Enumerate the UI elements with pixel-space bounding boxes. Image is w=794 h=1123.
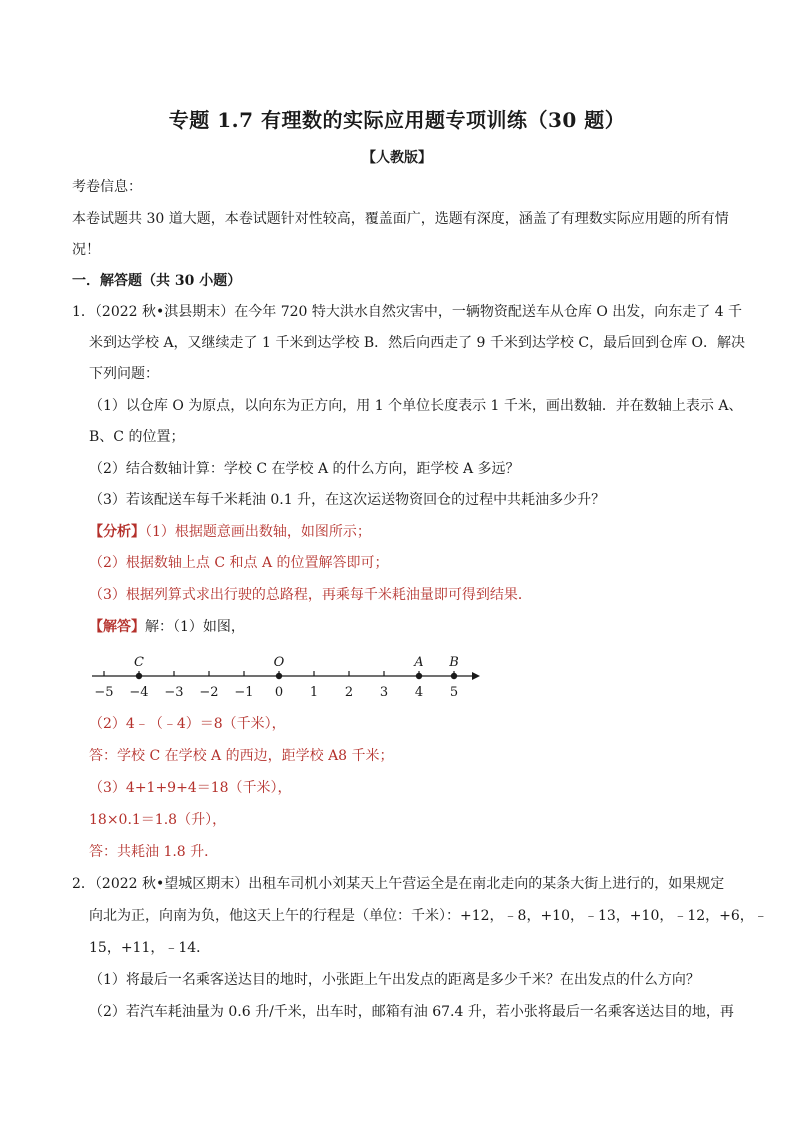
tick-label: 3 xyxy=(379,685,389,700)
q2-line-3: 15，+11，﹣14． xyxy=(89,940,211,956)
q1-solution-line-3: （3）4+1+9+4＝18（千米）， xyxy=(89,780,292,796)
q1-solution-line-5: 答：共耗油 1.8 升． xyxy=(89,844,219,860)
exam-info-label: 考卷信息： xyxy=(72,179,142,195)
answer-label: 【解答】 xyxy=(89,619,145,635)
point-a-label: A xyxy=(414,655,424,670)
answer-first-text: 解：（1）如图， xyxy=(145,619,245,635)
tick-label: −1 xyxy=(234,685,254,700)
q2-line-1: 2．（2022 秋•望城区期末）出租车司机小刘某天上午营运全是在南北走向的某条大街上进行的，如果规定 xyxy=(72,876,725,892)
q1-line-3: 下列问题： xyxy=(89,366,159,382)
analysis-text-1: （1）根据题意画出数轴，如图所示； xyxy=(145,524,371,540)
tick-label: −5 xyxy=(94,685,114,700)
q1-part-1-cont: B、C 的位置； xyxy=(89,429,185,445)
q1-solution-line-2: 答：学校 C 在学校 A 的西边，距学校 A8 千米； xyxy=(89,748,394,764)
q2-line-2: 向北为正，向南为负，他这天上午的行程是（单位：千米）：+12，﹣8，+10，﹣13，+10，﹣12，+6，﹣ xyxy=(89,908,768,924)
tick-label: 4 xyxy=(414,685,424,700)
analysis-label: 【分析】 xyxy=(89,524,145,540)
number-line-arrowhead xyxy=(472,672,480,680)
point-c-label: C xyxy=(134,655,144,670)
q1-analysis-line-1 xyxy=(89,522,371,542)
tick-label: −2 xyxy=(199,685,219,700)
tick-label: −4 xyxy=(129,685,149,700)
q2-part-2: （2）若汽车耗油量为 0.6 升/千米，出车时，邮箱有油 67.4 升，若小张将最后一名乘客送达目的地，再 xyxy=(89,1004,734,1020)
point-b-label: B xyxy=(449,655,459,670)
point-o-dot xyxy=(276,673,282,679)
edition-label: 【人教版】 xyxy=(362,150,432,166)
q1-analysis-line-3: （3）根据列算式求出行驶的总路程，再乘每千米耗油量即可得到结果． xyxy=(89,587,532,603)
tick-label: 0 xyxy=(274,685,284,700)
q1-answer-line-1 xyxy=(89,617,245,637)
point-b-dot xyxy=(451,673,457,679)
intro-line-2: 况！ xyxy=(72,242,100,258)
intro-line-1: 本卷试题共 30 道大题，本卷试题针对性较高，覆盖面广，选题有深度，涵盖了有理数实际应用题的所有情 xyxy=(72,211,729,227)
q1-solution-line-1: （2）4﹣（﹣4）＝8（千米）， xyxy=(89,716,286,732)
tick-label: 1 xyxy=(309,685,319,700)
section-heading: 一．解答题（共 30 小题） xyxy=(72,273,242,289)
q1-analysis-line-2: （2）根据数轴上点 C 和点 A 的位置解答即可； xyxy=(89,555,389,571)
point-c-dot xyxy=(136,673,142,679)
q1-part-3: （3）若该配送车每千米耗油 0.1 升，在这次运送物资回仓的过程中共耗油多少升？ xyxy=(89,492,606,508)
point-o-label: O xyxy=(273,655,285,670)
q1-line-2: 米到达学校 A，又继续走了 1 千米到达学校 B．然后向西走了 9 千米到达学校 C，最后回到仓库 O．解决 xyxy=(89,335,746,351)
point-a-dot xyxy=(416,673,422,679)
q2-part-1: （1）将最后一名乘客送达目的地时，小张距上午出发点的距离是多少千米？在出发点的什么方向？ xyxy=(89,972,700,988)
q1-part-2: （2）结合数轴计算：学校 C 在学校 A 的什么方向，距学校 A 多远？ xyxy=(89,461,520,477)
q1-solution-line-4: 18×0.1＝1.8（升）， xyxy=(89,812,227,828)
tick-label: 2 xyxy=(344,685,354,700)
tick-label: −3 xyxy=(164,685,184,700)
number-line-figure xyxy=(88,648,488,708)
page-title: 专题 1.7 有理数的实际应用题专项训练（30 题） xyxy=(168,108,626,132)
tick-label: 5 xyxy=(449,685,459,700)
q1-part-1: （1）以仓库 O 为原点，以向东为正方向，用 1 个单位长度表示 1 千米，画出数轴．并在数轴上表示 A、 xyxy=(89,398,743,414)
q1-line-1: 1．（2022 秋•淇县期末）在今年 720 特大洪水自然灾害中，一辆物资配送车从仓库 O 出发，向东走了 4 千 xyxy=(72,304,743,320)
